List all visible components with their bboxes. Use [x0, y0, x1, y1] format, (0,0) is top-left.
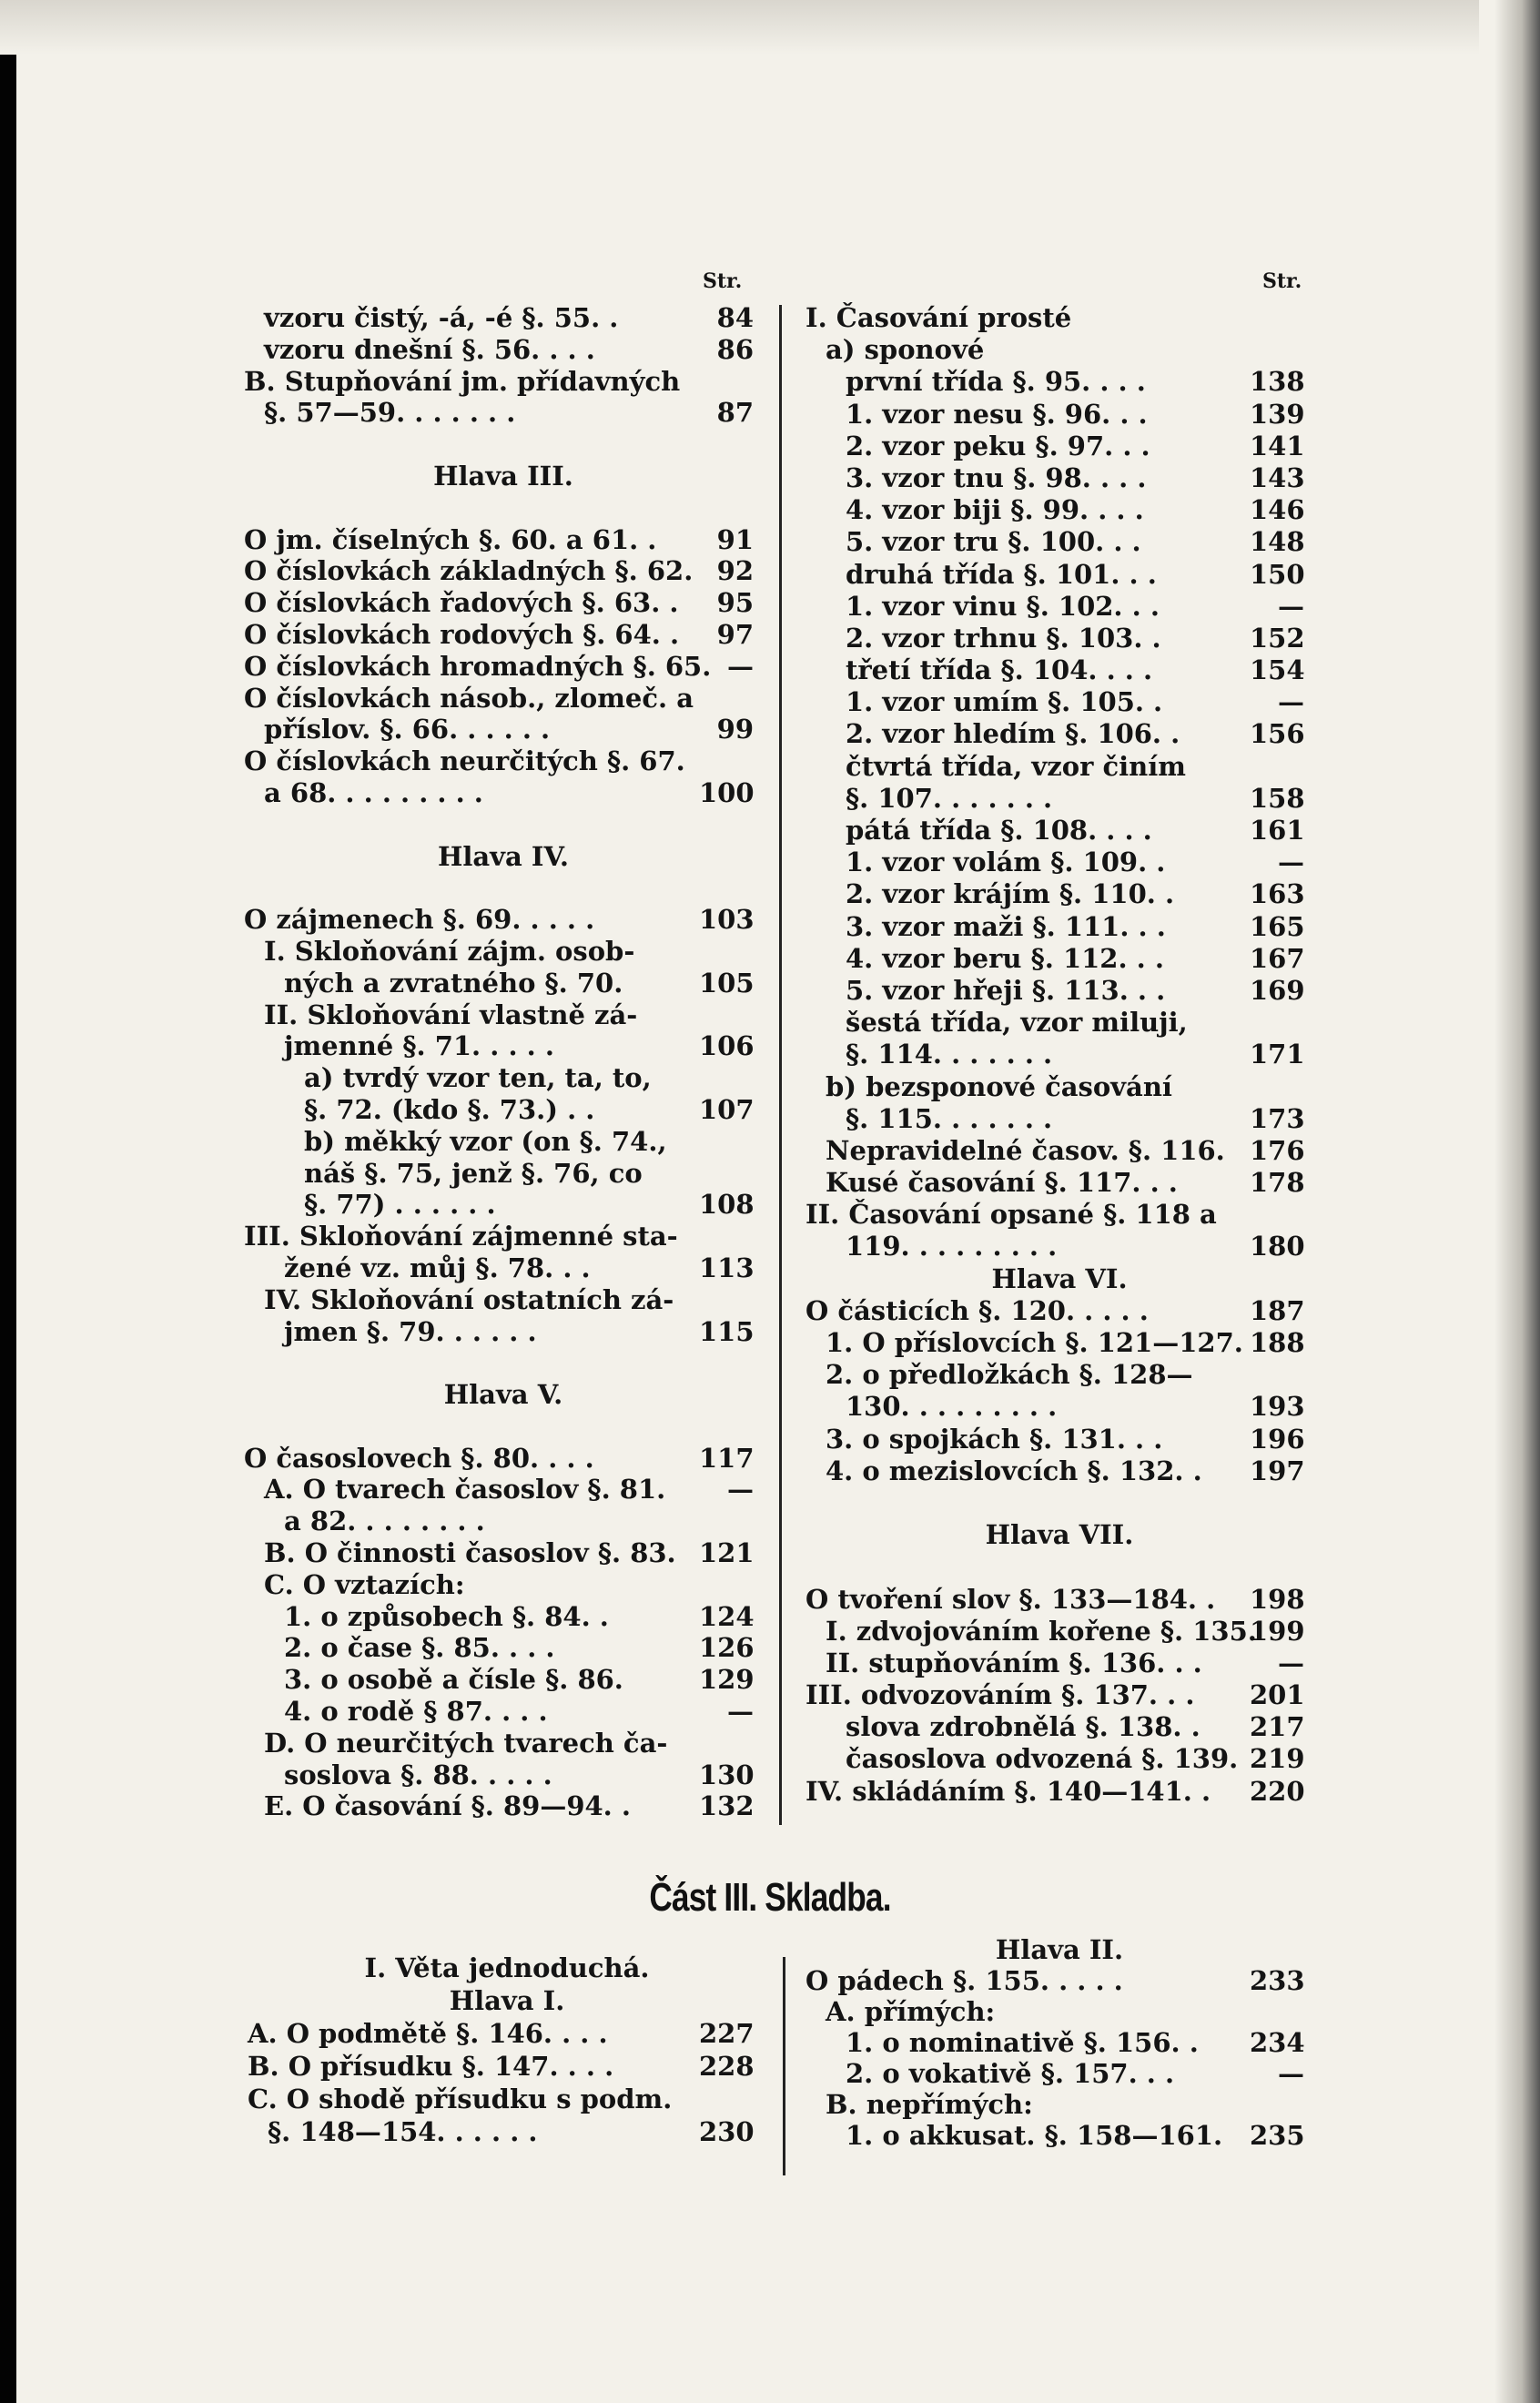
- toc-entry-text: §. 57—59. . . . . . .: [264, 397, 516, 429]
- toc-entry-text: a) tvrdý vzor ten, ta, to,: [304, 1062, 652, 1094]
- toc-entry: [244, 334, 763, 366]
- toc-entry-text: 119. . . . . . . . .: [846, 1231, 1058, 1262]
- toc-entry: [244, 714, 763, 745]
- toc-entry-text: 1. o akkusat. §. 158—161.: [846, 2120, 1223, 2151]
- toc-entry: [244, 555, 763, 587]
- page-number: 201: [1250, 1679, 1305, 1711]
- page-number: 84: [716, 302, 754, 333]
- toc-entry-text: §. 115. . . . . . .: [846, 1102, 1053, 1134]
- toc-entry-text: příslov. §. 66. . . . . .: [264, 714, 551, 745]
- toc-entry-text: náš §. 75, jenž §. 76, co: [304, 1157, 643, 1189]
- toc-bottom-left-column: [248, 1952, 766, 2149]
- toc-entry: [805, 1965, 1313, 1996]
- column-rule-top: [779, 305, 782, 1825]
- toc-entry: [244, 1632, 763, 1664]
- str-label-right: Str.: [1262, 269, 1302, 293]
- toc-entry: [805, 526, 1313, 558]
- toc-entry-text: I. zdvojováním kořene §. 135.: [826, 1615, 1257, 1647]
- toc-entry-text: soslova §. 88. . . . .: [284, 1759, 552, 1790]
- toc-entry: [244, 651, 763, 683]
- toc-entry: [805, 1135, 1313, 1167]
- toc-chapter-heading: [244, 461, 763, 492]
- chapter-heading-text: Hlava V.: [443, 1379, 563, 1411]
- page-number: 220: [1250, 1775, 1305, 1807]
- page-top-shadow: [0, 0, 1479, 55]
- toc-entry: [244, 1252, 763, 1284]
- toc-entry-text: 2. o vokativě §. 157. . .: [846, 2058, 1175, 2089]
- toc-entry: [244, 809, 763, 841]
- page-number: 129: [699, 1664, 755, 1696]
- toc-entry-text: O číslovkách rodových §. 64. .: [244, 618, 680, 650]
- page-number: 150: [1250, 558, 1305, 590]
- toc-chapter-heading: [248, 1952, 766, 1985]
- toc-entry-text: 1. o způsobech §. 84. .: [284, 1600, 609, 1632]
- page-number: 178: [1250, 1167, 1305, 1199]
- toc-entry: [805, 1679, 1313, 1711]
- toc-left-column: [244, 302, 763, 1822]
- toc-entry: [248, 2084, 766, 2116]
- toc-entry: [244, 1537, 763, 1569]
- toc-entry-text: B. nepřímých:: [826, 2089, 1033, 2120]
- toc-entry-text: O číslovkách řadových §. 63. .: [244, 587, 679, 619]
- toc-entry-text: 1. O příslovcích §. 121—127.: [826, 1327, 1243, 1358]
- toc-entry-text: druhá třída §. 101. . .: [846, 558, 1157, 590]
- toc-entry: [244, 366, 763, 398]
- toc-entry: [805, 815, 1313, 847]
- page-number: 169: [1250, 974, 1305, 1006]
- page-number: 233: [1250, 1965, 1305, 1996]
- page-number: 199: [1250, 1615, 1305, 1647]
- toc-entry: [805, 654, 1313, 686]
- toc-entry-text: 5. vzor hřeji §. 113. . .: [846, 974, 1166, 1006]
- toc-entry: [244, 777, 763, 809]
- page-number: 115: [699, 1315, 755, 1347]
- page-number: 117: [699, 1442, 755, 1474]
- page-number: 105: [699, 967, 755, 999]
- page-number: 87: [716, 397, 754, 429]
- toc-entry: [805, 2027, 1313, 2058]
- toc-entry: [805, 1996, 1313, 2027]
- chapter-heading-text: Hlava I.: [449, 1985, 565, 2016]
- page-number: 99: [716, 714, 754, 745]
- toc-entry: [805, 943, 1313, 975]
- toc-entry-text: b) bezsponové časování: [826, 1070, 1172, 1102]
- toc-entry-text: 3. vzor maži §. 111. . .: [846, 910, 1166, 942]
- toc-entry-text: první třída §. 95. . . .: [846, 366, 1146, 398]
- toc-entry: [244, 683, 763, 715]
- column-rule-bottom: [783, 1957, 785, 2175]
- toc-entry: [244, 1316, 763, 1348]
- toc-entry-text: 3. vzor tnu §. 98. . . .: [846, 461, 1147, 493]
- page-number: 188: [1250, 1327, 1305, 1358]
- toc-entry-text: a) sponové: [826, 334, 985, 366]
- page-number: —: [727, 650, 754, 682]
- toc-entry-text: b) měkký vzor (on §. 74.,: [304, 1125, 667, 1157]
- toc-entry: [805, 911, 1313, 943]
- toc-entry: [805, 2058, 1313, 2089]
- toc-entry: [805, 1007, 1313, 1039]
- toc-entry-text: A. O tvarech časoslov §. 81.: [264, 1474, 666, 1506]
- toc-entry: [244, 936, 763, 968]
- part-title: Část III. Skladba.: [649, 1875, 891, 1920]
- toc-entry: [244, 1030, 763, 1062]
- toc-entry-text: slova zdrobnělá §. 138. .: [846, 1711, 1201, 1743]
- toc-entry: [805, 431, 1313, 462]
- toc-entry-text: §. 77) . . . . . .: [304, 1189, 496, 1221]
- toc-entry: [244, 1664, 763, 1696]
- toc-entry-text: III. odvozováním §. 137. . .: [805, 1679, 1195, 1711]
- toc-entry-text: O číslovkách neurčitých §. 67.: [244, 745, 685, 777]
- chapter-heading-text: Hlava IV.: [437, 840, 570, 872]
- toc-entry: [244, 524, 763, 556]
- toc-entry: [805, 1584, 1313, 1616]
- toc-entry: [244, 587, 763, 619]
- toc-entry: [805, 591, 1313, 623]
- toc-entry: [805, 1391, 1313, 1423]
- toc-chapter-heading: [244, 841, 763, 873]
- toc-entry: [244, 1158, 763, 1190]
- toc-entry-text: 3. o osobě a čísle §. 86.: [284, 1664, 623, 1696]
- toc-bottom-right-column: [805, 1934, 1313, 2151]
- toc-entry-text: IV. Skloňování ostatních zá-: [264, 1283, 674, 1315]
- page-number: —: [1278, 590, 1304, 622]
- toc-entry: [244, 904, 763, 936]
- page-number: 234: [1250, 2027, 1305, 2058]
- toc-entry: [244, 1443, 763, 1475]
- toc-entry: [805, 1359, 1313, 1391]
- page-number: 156: [1250, 718, 1305, 750]
- toc-entry-text: O částicích §. 120. . . . .: [805, 1294, 1149, 1326]
- page-number: 180: [1250, 1231, 1305, 1262]
- toc-entry: [805, 559, 1313, 591]
- toc-entry-text: 4. o mezislovcích §. 132. .: [826, 1455, 1202, 1486]
- page-edge-shadow: [1494, 0, 1540, 2403]
- toc-entry-text: I. Skloňování zájm. osob-: [264, 935, 635, 967]
- toc-entry: [805, 1039, 1313, 1070]
- page-number: 173: [1250, 1102, 1305, 1134]
- toc-entry-text: B. Stupňování jm. přídavných: [244, 365, 681, 397]
- toc-entry-text: 2. vzor peku §. 97. . .: [846, 430, 1150, 461]
- toc-entry: [805, 847, 1313, 878]
- toc-entry: [244, 1474, 763, 1506]
- toc-entry: [805, 1551, 1313, 1583]
- page-number: 138: [1250, 366, 1305, 398]
- page-number: 148: [1250, 526, 1305, 558]
- page-number: 92: [716, 555, 754, 587]
- page-number: 146: [1250, 494, 1305, 526]
- toc-entry-text: časoslova odvozená §. 139.: [846, 1743, 1239, 1775]
- toc-entry: [248, 2018, 766, 2051]
- page-number: 124: [699, 1600, 755, 1632]
- toc-entry-text: a 68. . . . . . . . .: [264, 776, 483, 808]
- toc-entry-text: 2. o předložkách §. 128—: [826, 1359, 1193, 1391]
- toc-entry: [805, 1487, 1313, 1519]
- toc-entry-text: D. O neurčitých tvarech ča-: [264, 1727, 668, 1759]
- toc-entry: [805, 1167, 1313, 1199]
- page-number: 106: [699, 1030, 755, 1062]
- page-number: 196: [1250, 1423, 1305, 1455]
- page-number: —: [1278, 1647, 1304, 1678]
- toc-entry-text: II. Časování opsané §. 118 a: [805, 1199, 1217, 1231]
- page-number: 108: [699, 1189, 755, 1221]
- page-number: 126: [699, 1632, 755, 1664]
- toc-entry: [244, 1759, 763, 1791]
- toc-entry: [805, 1199, 1313, 1231]
- toc-entry-text: 2. vzor trhnu §. 103. .: [846, 622, 1161, 654]
- page-number: 197: [1250, 1455, 1305, 1486]
- page-number: 141: [1250, 430, 1305, 461]
- toc-entry-text: 3. o spojkách §. 131. . .: [826, 1423, 1163, 1455]
- toc-entry: [244, 999, 763, 1031]
- toc-entry: [805, 1648, 1313, 1679]
- toc-entry: [805, 399, 1313, 431]
- chapter-heading-text: I. Věta jednoduchá.: [364, 1952, 650, 1983]
- toc-entry: [805, 1776, 1313, 1808]
- toc-entry-text: 4. vzor beru §. 112. . .: [846, 942, 1164, 974]
- toc-entry-text: 1. vzor volám §. 109. .: [846, 847, 1166, 878]
- chapter-heading-text: Hlava III.: [433, 460, 573, 492]
- toc-entry-text: O tvoření slov §. 133—184. .: [805, 1583, 1216, 1615]
- toc-entry: [805, 366, 1313, 398]
- toc-entry-text: 1. vzor vinu §. 102. . .: [846, 590, 1160, 622]
- toc-entry: [244, 429, 763, 461]
- page-number: 152: [1250, 622, 1305, 654]
- toc-entry-text: 4. vzor biji §. 99. . . .: [846, 494, 1144, 526]
- toc-entry: [805, 2089, 1313, 2120]
- page-number: 158: [1250, 782, 1305, 814]
- toc-entry: [244, 968, 763, 999]
- toc-chapter-heading: [805, 1263, 1313, 1295]
- str-label-left: Str.: [703, 269, 743, 293]
- toc-entry-text: a 82. . . . . . . .: [284, 1506, 485, 1537]
- toc-entry-text: vzoru čistý, -á, -é §. 55. .: [264, 302, 619, 333]
- toc-entry-text: žené vz. můj §. 78. . .: [284, 1252, 591, 1283]
- page-number: 235: [1250, 2120, 1305, 2151]
- toc-entry: [244, 745, 763, 777]
- toc-entry: [805, 783, 1313, 815]
- toc-entry-text: O číslovkách násob., zlomeč. a: [244, 682, 694, 714]
- page-number: —: [1278, 2058, 1304, 2089]
- toc-entry-text: 2. vzor hledím §. 106. .: [846, 718, 1180, 750]
- toc-right-column: [805, 302, 1313, 1808]
- toc-entry-text: ných a zvratného §. 70.: [284, 967, 623, 999]
- page-number: 100: [699, 776, 755, 808]
- page-number: 103: [699, 904, 755, 936]
- page-number: 86: [716, 333, 754, 365]
- page-number: 113: [699, 1252, 755, 1283]
- toc-entry: [805, 1231, 1313, 1262]
- page-number: 176: [1250, 1134, 1305, 1166]
- page-number: 230: [699, 2116, 755, 2147]
- chapter-heading-text: Hlava II.: [995, 1934, 1124, 1965]
- page-number: 130: [699, 1759, 755, 1790]
- toc-entry: [805, 718, 1313, 750]
- toc-entry-text: B. O činnosti časoslov §. 83.: [264, 1537, 676, 1569]
- page-number: 187: [1250, 1294, 1305, 1326]
- toc-entry-text: čtvrtá třída, vzor činím: [846, 750, 1186, 782]
- page-number: 198: [1250, 1583, 1305, 1615]
- toc-entry: [805, 878, 1313, 910]
- toc-entry-text: 4. o rodě § 87. . . .: [284, 1696, 548, 1728]
- toc-entry-text: jmenné §. 71. . . . .: [284, 1030, 554, 1062]
- toc-entry-text: I. Časování prosté: [805, 302, 1072, 333]
- toc-entry: [805, 1455, 1313, 1487]
- page-number: 165: [1250, 910, 1305, 942]
- toc-entry: [248, 2116, 766, 2149]
- toc-entry-text: 1. vzor umím §. 105. .: [846, 686, 1163, 718]
- toc-entry: [244, 1569, 763, 1601]
- page-number: —: [727, 1696, 754, 1728]
- toc-entry-text: C. O shodě přísudku s podm.: [248, 2084, 673, 2114]
- toc-entry-text: O číslovkách hromadných §. 65.: [244, 650, 712, 682]
- toc-chapter-heading: [805, 1519, 1313, 1551]
- page-number: 163: [1250, 878, 1305, 910]
- toc-entry-text: třetí třída §. 104. . . .: [846, 654, 1153, 686]
- toc-entry-text: B. O přísudku §. 147. . . .: [248, 2051, 614, 2082]
- toc-entry: [244, 1126, 763, 1158]
- page-number: 217: [1250, 1711, 1305, 1743]
- toc-entry: [244, 1221, 763, 1252]
- page-number: —: [1278, 686, 1304, 718]
- page-number: 132: [699, 1790, 755, 1822]
- toc-entry: [805, 1071, 1313, 1103]
- toc-entry: [244, 397, 763, 429]
- toc-entry-text: O pádech §. 155. . . . .: [805, 1965, 1123, 1996]
- page-number: 161: [1250, 815, 1305, 846]
- toc-entry: [805, 334, 1313, 366]
- toc-entry: [805, 1743, 1313, 1775]
- page-number: 227: [699, 2018, 755, 2049]
- toc-entry-text: §. 107. . . . . . .: [846, 782, 1053, 814]
- toc-entry: [248, 2051, 766, 2084]
- toc-chapter-heading: [244, 1379, 763, 1411]
- toc-entry: [244, 1696, 763, 1728]
- toc-entry-text: II. Skloňování vlastně zá-: [264, 999, 638, 1030]
- toc-entry: [244, 619, 763, 651]
- chapter-heading-text: Hlava VII.: [985, 1519, 1134, 1551]
- page-number: 167: [1250, 942, 1305, 974]
- toc-entry-text: C. O vztazích:: [264, 1568, 465, 1600]
- page-number: 228: [699, 2051, 755, 2082]
- toc-entry-text: 2. o čase §. 85. . . .: [284, 1632, 555, 1664]
- toc-entry-text: §. 114. . . . . . .: [846, 1039, 1053, 1070]
- toc-entry: [244, 1189, 763, 1221]
- toc-entry-text: II. stupňováním §. 136. . .: [826, 1647, 1202, 1678]
- toc-entry-text: O zájmenech §. 69. . . . .: [244, 904, 595, 936]
- toc-entry-text: IV. skládáním §. 140—141. .: [805, 1775, 1211, 1807]
- toc-entry: [244, 1411, 763, 1443]
- toc-entry: [805, 975, 1313, 1007]
- page-number: 139: [1250, 398, 1305, 430]
- toc-entry-text: Kusé časování §. 117. . .: [826, 1167, 1178, 1199]
- toc-entry-text: 130. . . . . . . . .: [846, 1391, 1058, 1423]
- toc-entry-text: jmen §. 79. . . . . .: [284, 1315, 537, 1347]
- toc-entry: [244, 1347, 763, 1379]
- toc-entry: [244, 302, 763, 334]
- toc-entry-text: A. O podmětě §. 146. . . .: [248, 2018, 608, 2049]
- toc-entry: [805, 1424, 1313, 1455]
- toc-entry: [805, 462, 1313, 494]
- page-number: 193: [1250, 1391, 1305, 1423]
- toc-entry-text: pátá třída §. 108. . . .: [846, 815, 1152, 846]
- page-number: 95: [716, 587, 754, 619]
- toc-entry-text: O časoslovech §. 80. . . .: [244, 1442, 594, 1474]
- toc-entry: [244, 492, 763, 524]
- toc-entry-text: 2. vzor krájím §. 110. .: [846, 878, 1175, 910]
- page-number: 154: [1250, 654, 1305, 686]
- toc-entry: [805, 1616, 1313, 1648]
- toc-entry-text: 5. vzor tru §. 100. . .: [846, 526, 1141, 558]
- chapter-heading-text: Hlava VI.: [991, 1262, 1128, 1294]
- page-number: 121: [699, 1537, 755, 1569]
- page-number: —: [1278, 847, 1304, 878]
- toc-entry: [805, 2120, 1313, 2151]
- toc-entry: [805, 1103, 1313, 1135]
- page-number: 143: [1250, 461, 1305, 493]
- page-number: 171: [1250, 1039, 1305, 1070]
- toc-chapter-heading: [805, 1934, 1313, 1965]
- toc-entry-text: vzoru dnešní §. 56. . . .: [264, 333, 595, 365]
- toc-entry: [244, 1506, 763, 1537]
- toc-entry: [805, 1295, 1313, 1327]
- toc-entry-text: §. 148—154. . . . . .: [268, 2116, 538, 2147]
- toc-entry: [244, 1284, 763, 1316]
- toc-entry: [805, 623, 1313, 654]
- toc-entry: [805, 1711, 1313, 1743]
- toc-entry: [805, 302, 1313, 334]
- page-number: —: [727, 1474, 754, 1506]
- toc-entry: [805, 686, 1313, 718]
- page-number: 91: [716, 523, 754, 555]
- toc-entry-text: Nepravidelné časov. §. 116.: [826, 1134, 1225, 1166]
- toc-entry-text: 1. vzor nesu §. 96. . .: [846, 398, 1148, 430]
- toc-entry-text: O číslovkách základných §. 62.: [244, 555, 694, 587]
- toc-entry: [805, 1327, 1313, 1359]
- page-number: 97: [716, 618, 754, 650]
- toc-entry: [244, 1062, 763, 1094]
- page-number: 107: [699, 1093, 755, 1125]
- toc-entry-text: 1. o nominativě §. 156. .: [846, 2027, 1199, 2058]
- toc-entry: [805, 751, 1313, 783]
- page-number: 219: [1250, 1743, 1305, 1775]
- toc-entry-text: §. 72. (kdo §. 73.) . .: [304, 1093, 595, 1125]
- toc-entry-text: O jm. číselných §. 60. a 61. .: [244, 523, 657, 555]
- toc-entry-text: III. Skloňování zájmenné sta-: [244, 1221, 678, 1252]
- toc-chapter-heading: [248, 1985, 766, 2018]
- toc-entry-text: A. přímých:: [826, 1996, 996, 2027]
- toc-entry: [244, 1728, 763, 1759]
- toc-entry: [805, 494, 1313, 526]
- toc-entry-text: šestá třída, vzor miluji,: [846, 1007, 1188, 1039]
- toc-entry: [244, 1790, 763, 1822]
- toc-entry: [244, 1094, 763, 1126]
- toc-entry-text: E. O časování §. 89—94. .: [264, 1790, 631, 1822]
- toc-entry: [244, 1601, 763, 1633]
- toc-entry: [244, 872, 763, 904]
